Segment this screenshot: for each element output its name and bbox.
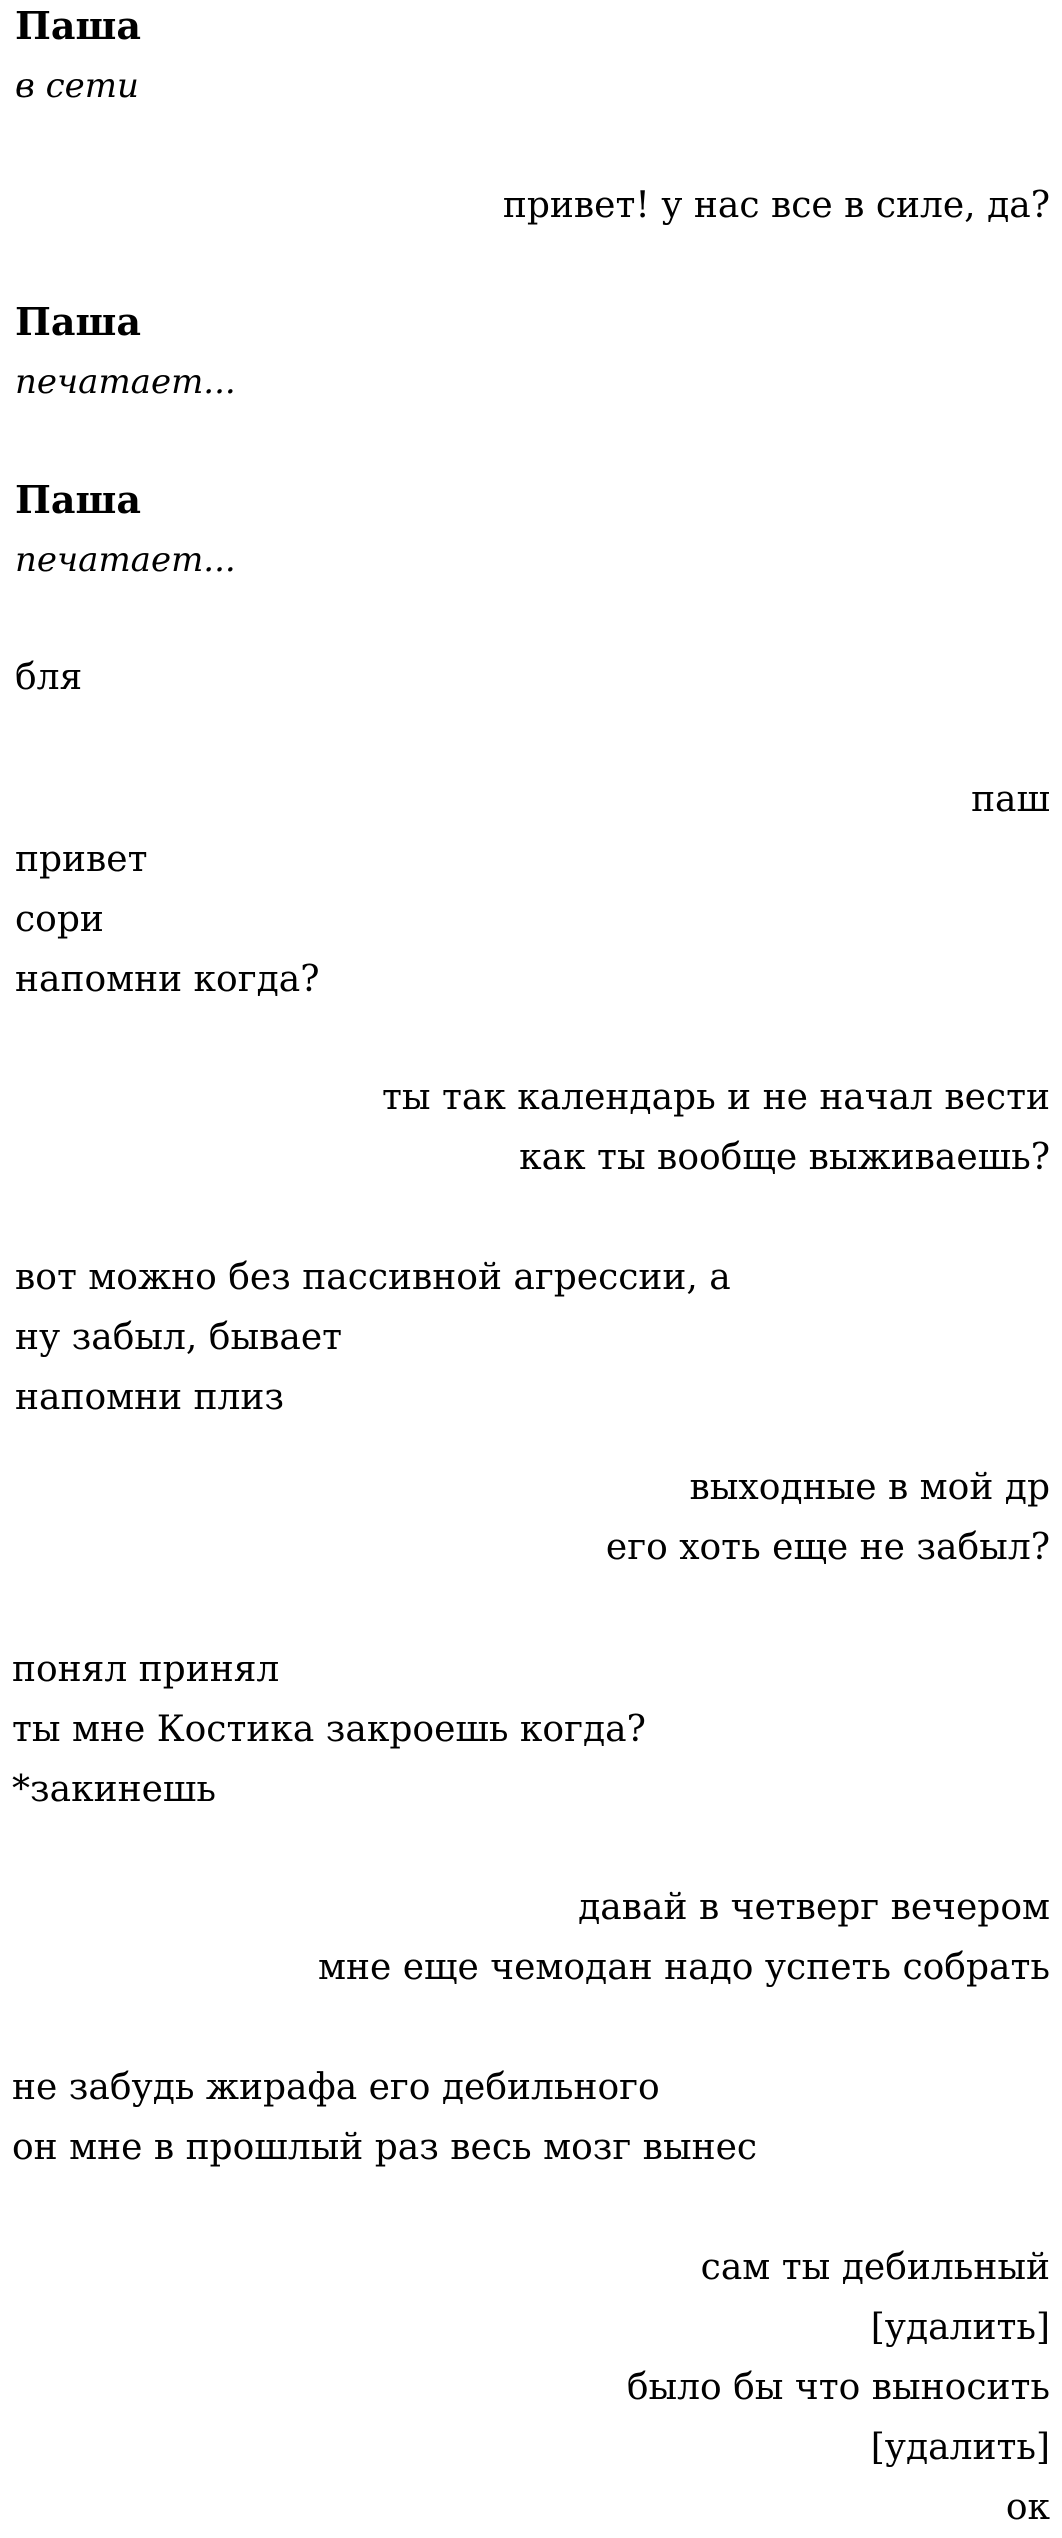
message-outgoing: было бы что выносить: [626, 2367, 1050, 2408]
message-outgoing: как ты вообще выживаешь?: [519, 1137, 1050, 1178]
message-incoming: бля: [15, 657, 83, 698]
message-outgoing: привет! у нас все в силе, да?: [502, 185, 1050, 226]
typing-indicator: печатает...: [15, 540, 236, 580]
message-incoming: напомни когда?: [15, 959, 320, 1000]
message-delete-marker: [удалить]: [870, 2307, 1050, 2348]
message-outgoing: ты так календарь и не начал вести: [381, 1077, 1050, 1118]
contact-name: Паша: [15, 477, 141, 522]
message-incoming: ну забыл, бывает: [15, 1317, 343, 1358]
message-incoming: сори: [15, 899, 104, 940]
message-incoming: не забудь жирафа его дебильного: [12, 2067, 660, 2108]
message-outgoing: сам ты дебильный: [700, 2247, 1050, 2288]
message-incoming: вот можно без пассивной агрессии, а: [15, 1257, 731, 1298]
contact-name: Паша: [15, 299, 141, 344]
message-outgoing: паш: [971, 779, 1050, 820]
message-incoming: напомни плиз: [15, 1377, 285, 1418]
message-incoming: ты мне Костика закроешь когда?: [12, 1709, 646, 1750]
typing-indicator: печатает...: [15, 362, 236, 402]
contact-status: в сети: [15, 66, 139, 106]
message-outgoing: выходные в мой др: [689, 1467, 1050, 1508]
message-outgoing: ок: [1005, 2487, 1050, 2528]
message-incoming: привет: [15, 839, 148, 880]
message-incoming: *закинешь: [12, 1769, 216, 1810]
message-delete-marker: [удалить]: [870, 2427, 1050, 2468]
message-outgoing: мне еще чемодан надо успеть собрать: [318, 1947, 1050, 1988]
message-incoming: он мне в прошлый раз весь мозг вынес: [12, 2127, 758, 2168]
contact-name: Паша: [15, 3, 141, 48]
message-outgoing: давай в четверг вечером: [578, 1887, 1050, 1928]
message-outgoing: его хоть еще не забыл?: [605, 1527, 1050, 1568]
message-incoming: понял принял: [12, 1649, 280, 1690]
